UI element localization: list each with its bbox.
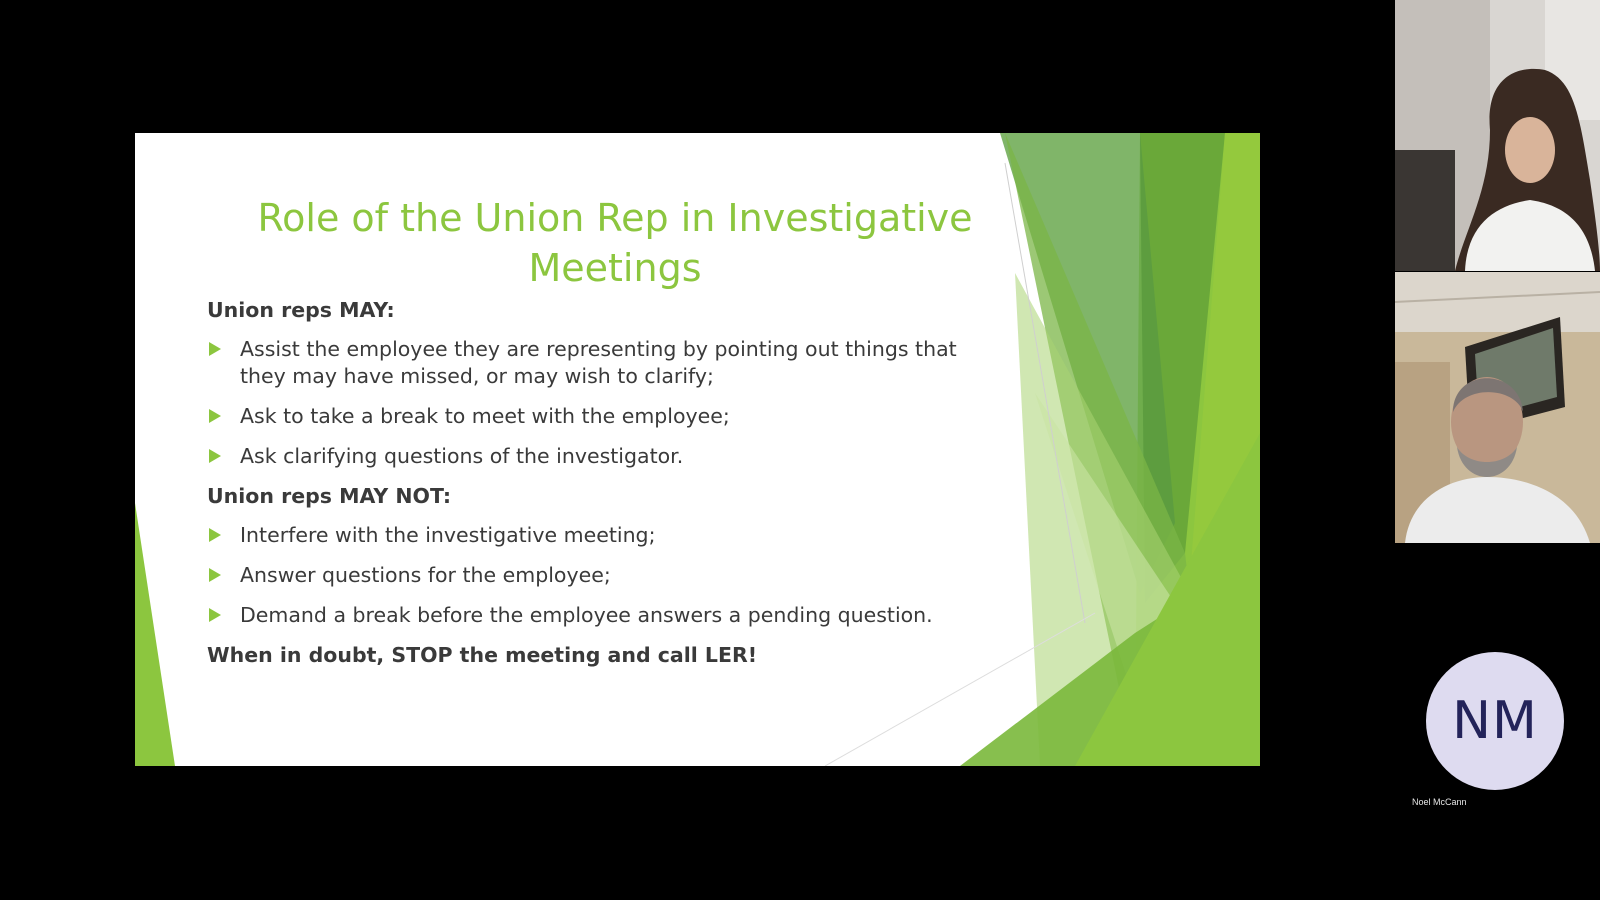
list-item [207,443,1007,470]
participant-video-tile-2[interactable] [1395,272,1600,543]
list-item [207,602,1007,629]
participant-name: Noel McCann [1412,797,1467,807]
participant-video-tile-1[interactable] [1395,0,1600,271]
avatar [1426,652,1564,790]
bullet-text: Assist the employee they are representing by pointing out things that they may have missed, or may wish to clarify; [240,337,957,388]
shared-slide [135,133,1260,766]
bullet-arrow-icon [209,528,221,542]
closing-statement: When in doubt, STOP the meeting and call LER! [207,643,758,667]
participant-avatar-tile[interactable] [1426,652,1564,790]
may-heading: Union reps MAY: [207,298,395,322]
bullet-text: Demand a break before the employee answers a pending question. [240,603,933,627]
bullet-arrow-icon [209,608,221,622]
list-item [207,562,1007,589]
bullet-arrow-icon [209,409,221,423]
bullet-text: Ask to take a break to meet with the employee; [240,404,730,428]
list-item [207,403,1007,430]
bullet-arrow-icon [209,568,221,582]
list-item [207,336,1007,390]
bullet-text: Interfere with the investigative meeting; [240,523,656,547]
bullet-text: Ask clarifying questions of the investigator. [240,444,684,468]
bullet-arrow-icon [209,342,221,356]
participant-video-woman-icon [1395,0,1600,271]
slide-body [207,297,1007,668]
may-not-heading: Union reps MAY NOT: [207,484,452,508]
avatar-initials: NM [1452,691,1538,751]
slide-title [195,193,1035,293]
list-item [207,522,1007,549]
slide-title-line-2: Meetings [528,246,702,290]
bullet-arrow-icon [209,449,221,463]
bullet-text: Answer questions for the employee; [240,563,611,587]
participant-video-man-icon [1395,272,1600,543]
slide-title-line-1: Role of the Union Rep in Investigative [257,196,973,240]
